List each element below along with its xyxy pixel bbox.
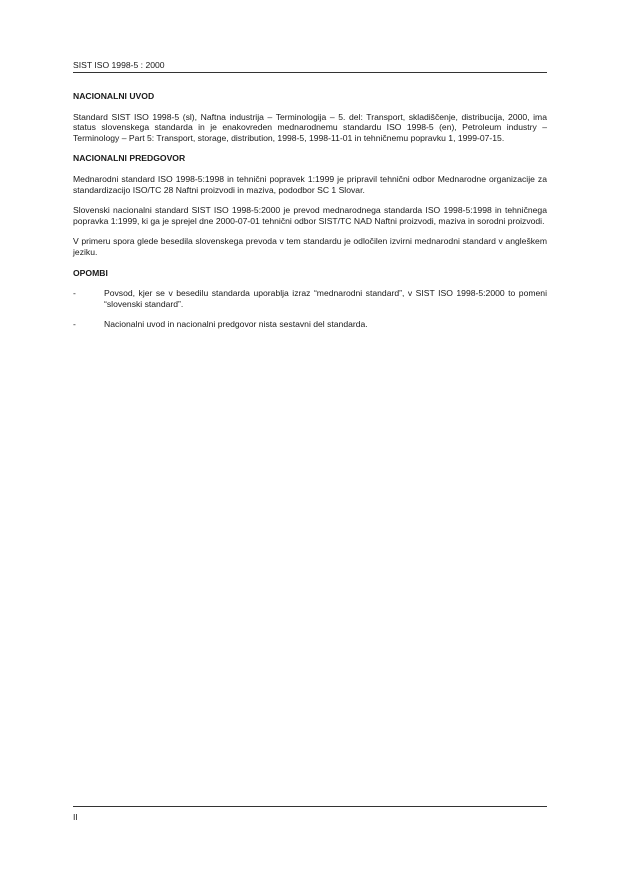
section-heading-nacionalni-uvod: NACIONALNI UVOD [73, 91, 155, 101]
running-header: SIST ISO 1998-5 : 2000 [73, 60, 165, 70]
note-item [73, 288, 547, 309]
note-text: Nacionalni uvod in nacionalni predgovor nista sestavni del standarda. [104, 319, 368, 330]
predgovor-paragraph-1: Mednarodni standard ISO 1998-5:1998 in tehnični popravek 1:1999 je pripravil tehnični odbor Mednarodne organizacije za standardizacijo ISO/TC 28 Naftni proizvodi in maziva, pododbor SC 1 Slovar. [73, 173, 547, 195]
predgovor-paragraph-3: V primeru spora glede besedila slovenskega prevoda v tem standardu je odločilen izvirni mednarodni standard v angleškem jeziku. [73, 236, 547, 257]
section-heading-nacionalni-predgovor: NACIONALNI PREDGOVOR [73, 153, 186, 164]
predgovor-paragraph-2: Slovenski nacionalni standard SIST ISO 1998-5:2000 je prevod mednarodnega standarda ISO 1998-5:1998 in tehničnega popravka 1:1999, ki ga je sprejel dne 2000-07-01 tehnični odbor SIST/TC NAD Naftni proizvodi, maziva in sorodni proizvodi. [73, 205, 547, 226]
header-divider [73, 72, 547, 73]
footer-divider [73, 806, 547, 807]
note-item [73, 319, 547, 330]
note-text: Povsod, kjer se v besedilu standarda uporablja izraz “mednarodni standard”, v SIST ISO 1998-5:2000 to pomeni “slovenski standard”. [104, 288, 547, 309]
document-page [73, 0, 547, 877]
page-number: II [73, 812, 78, 822]
note-bullet: - [73, 288, 76, 299]
section-heading-opombi: OPOMBI [73, 267, 108, 278]
uvod-paragraph: Standard SIST ISO 1998-5 (sl), Naftna industrija – Terminologija – 5. del: Transport, skladiščenje, distribucija, 2000, ima status slovenskega standarda in je enakovreden mednarodnemu standardu ISO 1998-5 (en), Petroleum industry – Terminology – Part 5: Transport, storage, distribution, 1998-5, 1998-11-01 in tehničnemu popravku 1, 1999-07-15. [73, 111, 547, 143]
page-content [73, 91, 547, 340]
note-bullet: - [73, 319, 76, 330]
